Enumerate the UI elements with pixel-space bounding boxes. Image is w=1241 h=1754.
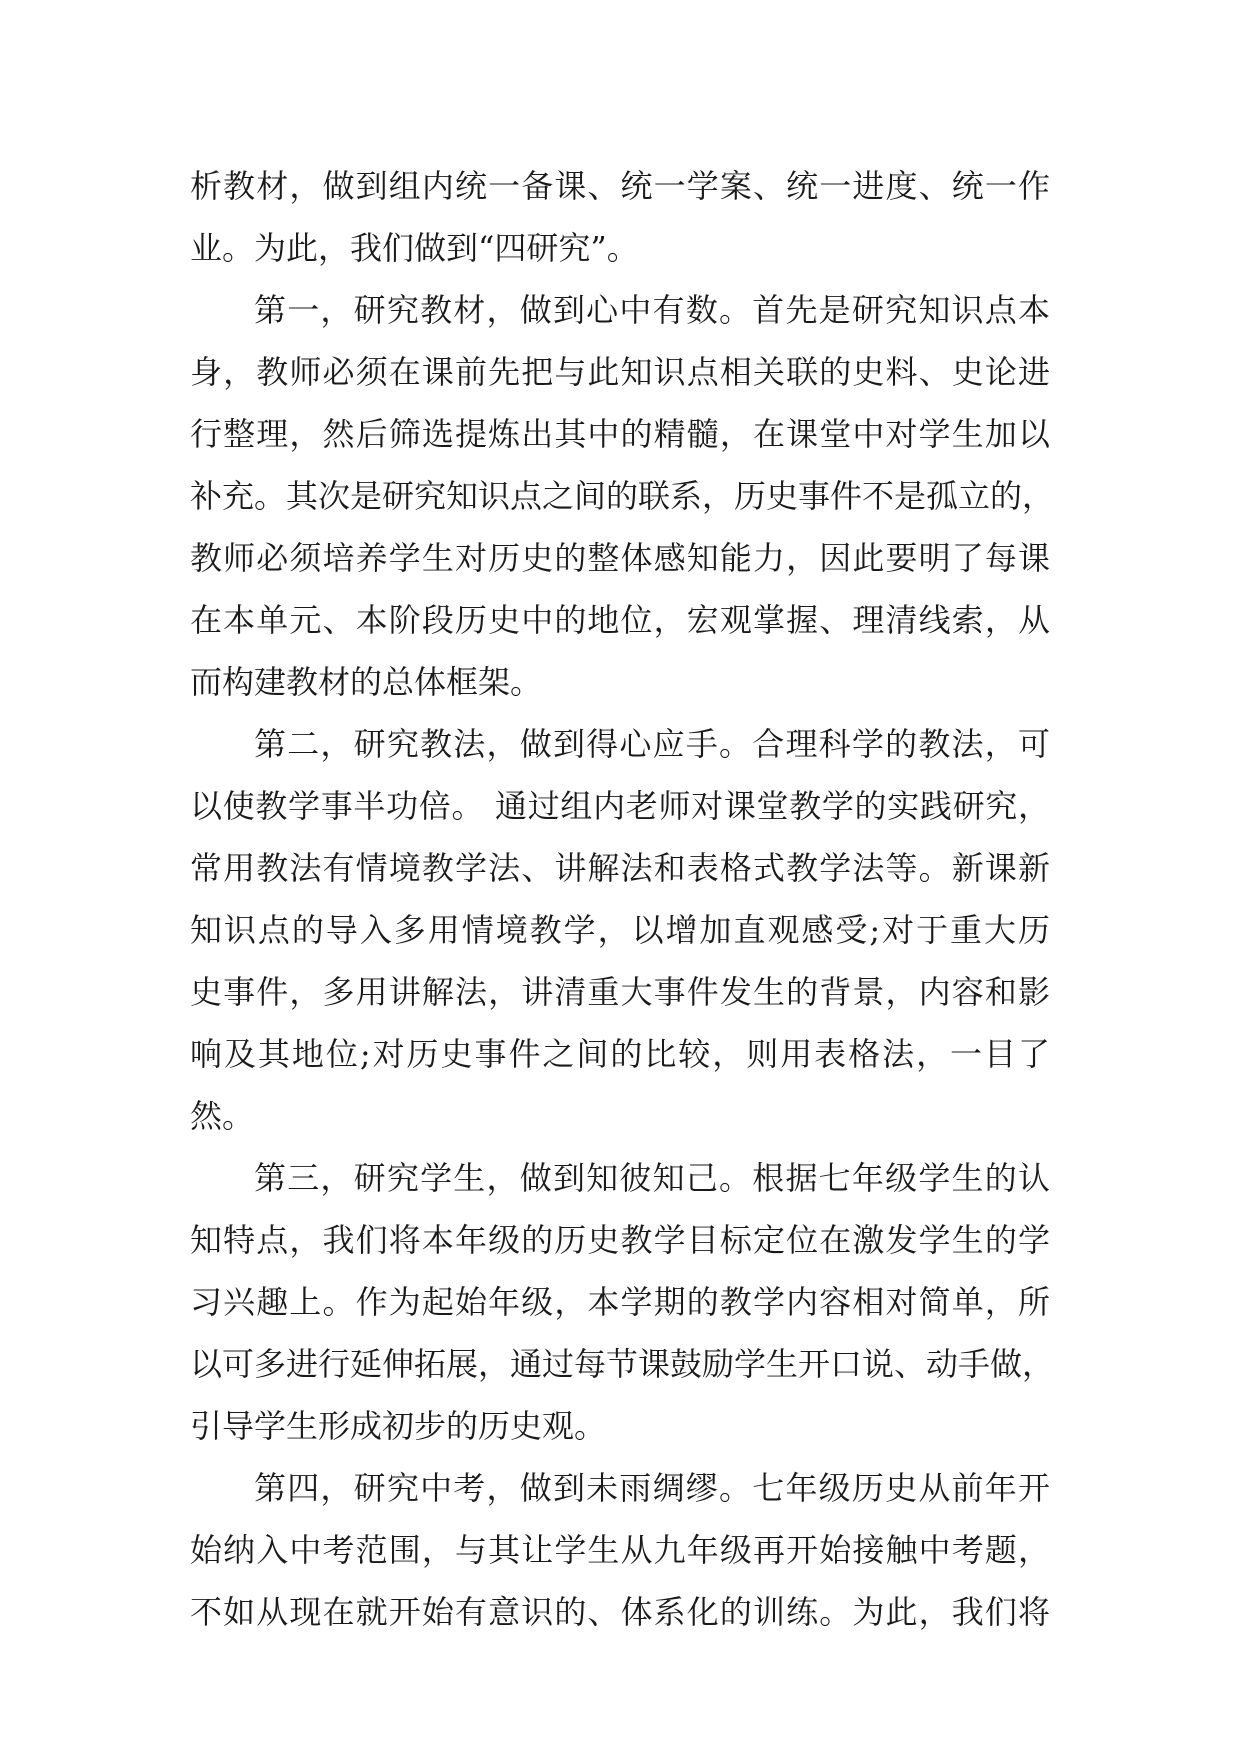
text-line: 习兴趣上。作为起始年级，本学期的教学内容相对简单，所 xyxy=(190,1283,1050,1321)
text-line: 引导学生形成初步的历史观。 xyxy=(190,1407,607,1445)
text-line: 业。为此，我们做到“四研究”。 xyxy=(190,229,639,267)
text-line: 而构建教材的总体框架。 xyxy=(190,663,543,701)
text-line: 在本单元、本阶段历史中的地位，宏观掌握、理清线索，从 xyxy=(190,601,1050,639)
text-line: 常用教法有情境教学法、讲解法和表格式教学法等。新课新 xyxy=(190,849,1050,887)
paragraph-first-line: 第四，研究中考，做到未雨绸缪。七年级历史从前年开 xyxy=(254,1469,1050,1507)
paragraph-first-line: 第三，研究学生，做到知彼知己。根据七年级学生的认 xyxy=(254,1159,1050,1197)
text-line: 知识点的导入多用情境教学，以增加直观感受;对于重大历 xyxy=(190,911,1050,949)
text-line: 教师必须培养学生对历史的整体感知能力，因此要明了每课 xyxy=(190,539,1050,577)
text-line: 然。 xyxy=(190,1097,255,1135)
text-line: 身，教师必须在课前先把与此知识点相关联的史料、史论进 xyxy=(190,353,1050,391)
paragraph-first-line: 第二，研究教法，做到得心应手。合理科学的教法，可 xyxy=(254,725,1050,763)
text-line: 行整理，然后筛选提炼出其中的精髓，在课堂中对学生加以 xyxy=(190,415,1050,453)
text-line: 补充。其次是研究知识点之间的联系，历史事件不是孤立的， xyxy=(190,477,1055,515)
body-text xyxy=(190,155,1055,1643)
text-line: 响及其地位;对历史事件之间的比较，则用表格法，一目了 xyxy=(190,1035,1050,1073)
text-line: 以使教学事半功倍。 通过组内老师对课堂教学的实践研究， xyxy=(190,787,1050,825)
text-line: 以可多进行延伸拓展，通过每节课鼓励学生开口说、动手做， xyxy=(190,1345,1055,1383)
text-line: 始纳入中考范围，与其让学生从九年级再开始接触中考题， xyxy=(190,1531,1050,1569)
text-line: 不如从现在就开始有意识的、体系化的训练。为此，我们将 xyxy=(190,1593,1050,1631)
paragraph-first-line: 第一，研究教材，做到心中有数。首先是研究知识点本 xyxy=(254,291,1050,329)
text-line: 析教材，做到组内统一备课、统一学案、统一进度、统一作 xyxy=(190,167,1050,205)
text-line: 知特点，我们将本年级的历史教学目标定位在激发学生的学 xyxy=(190,1221,1050,1259)
text-line: 史事件，多用讲解法，讲清重大事件发生的背景，内容和影 xyxy=(190,973,1050,1011)
